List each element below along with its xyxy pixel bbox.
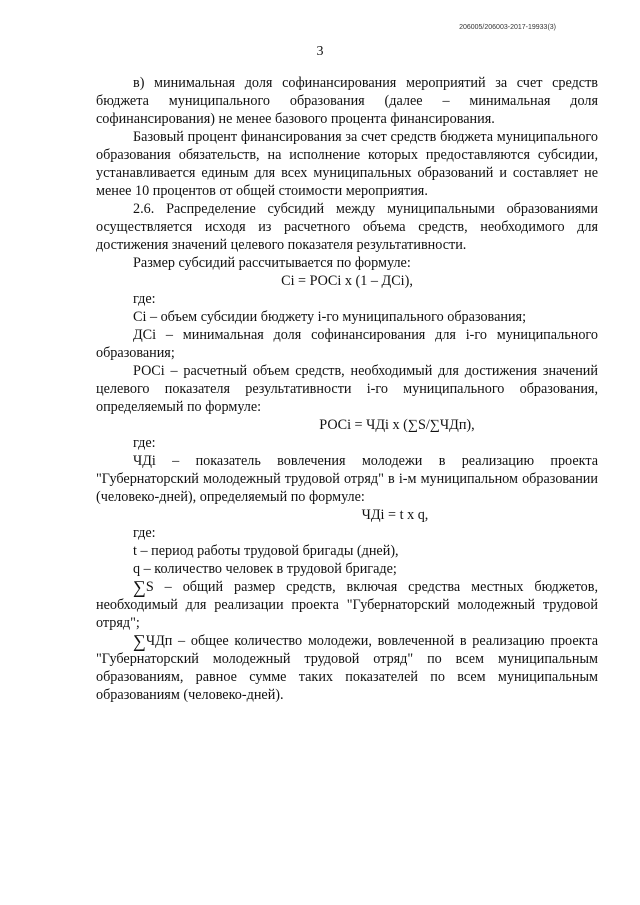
formula-subsidy: Ci = РОCi x (1 – ДCi),: [281, 273, 413, 289]
definition-sum-s: [96, 578, 598, 632]
definition-roci: РОCi – расчетный объем средств, необходимый для достижения значений целевого показателя результативности i-го муниципального образования, определяемый по формуле:: [96, 363, 598, 415]
definition-t: t – период работы трудовой бригады (дней),: [133, 543, 399, 559]
document-body: [96, 74, 598, 704]
paragraph-base-percent: Базовый процент финансирования за счет средств бюджета муниципального образования обязательств, на исполнение которых предоставляются субсидии, устанавливается единым для всех муниципальных образований и составляет не менее 10 процентов от общей стоимости мероприятия.: [96, 129, 598, 199]
definition-sum-s-text: S – общий размер средств, включая средства местных бюджетов, необходимый для реализации проекта "Губернаторский молодежный трудовой отряд";: [96, 579, 598, 631]
definition-q: q – количество человек в трудовой бригаде;: [133, 561, 397, 577]
definition-ci: Ci – объем субсидии бюджету i-го муниципального образования;: [133, 309, 527, 325]
where-label: где:: [133, 525, 156, 541]
paragraph-formula-intro: Размер субсидий рассчитывается по формуле:: [133, 255, 411, 271]
definition-sum-chd: [96, 632, 598, 704]
document-id: 206005/206003-2017-19933(3): [459, 24, 556, 31]
where-label: где:: [133, 291, 156, 307]
paragraph-min-share: в) минимальная доля софинансирования мероприятий за счет средств бюджета муниципального образования (далее – минимальная доля софинансирования) не менее базового процента финансирования.: [96, 75, 598, 127]
sigma-symbol: ∑: [133, 577, 146, 597]
definition-chdi: ЧДi – показатель вовлечения молодежи в реализацию проекта "Губернаторский молодежный трудовой отряд" в i-м муниципальном образовании (человеко-дней), определяемый по формуле:: [96, 453, 598, 505]
where-label: где:: [133, 435, 156, 451]
page-number: 3: [316, 44, 324, 59]
formula-chdi: ЧДi = t x q,: [361, 507, 429, 523]
sigma-symbol: ∑: [133, 631, 146, 651]
formula-roci: РОCi = ЧДi x (∑S/∑ЧДп),: [319, 417, 475, 433]
paragraph-distribution: 2.6. Распределение субсидий между муниципальными образованиями осуществляется исходя из расчетного объема средств, необходимого для достижения значений целевого показателя результативности.: [96, 201, 598, 253]
definition-sum-chd-text: ЧДп – общее количество молодежи, вовлеченной в реализацию проекта "Губернаторский молодежный трудовой отряд" по всем муниципальным образованиям, равное сумме таких показателей по всем муниципальным образованиям (человеко-дней).: [96, 633, 598, 703]
definition-dci: ДCi – минимальная доля софинансирования для i-го муниципального образования;: [96, 327, 598, 361]
